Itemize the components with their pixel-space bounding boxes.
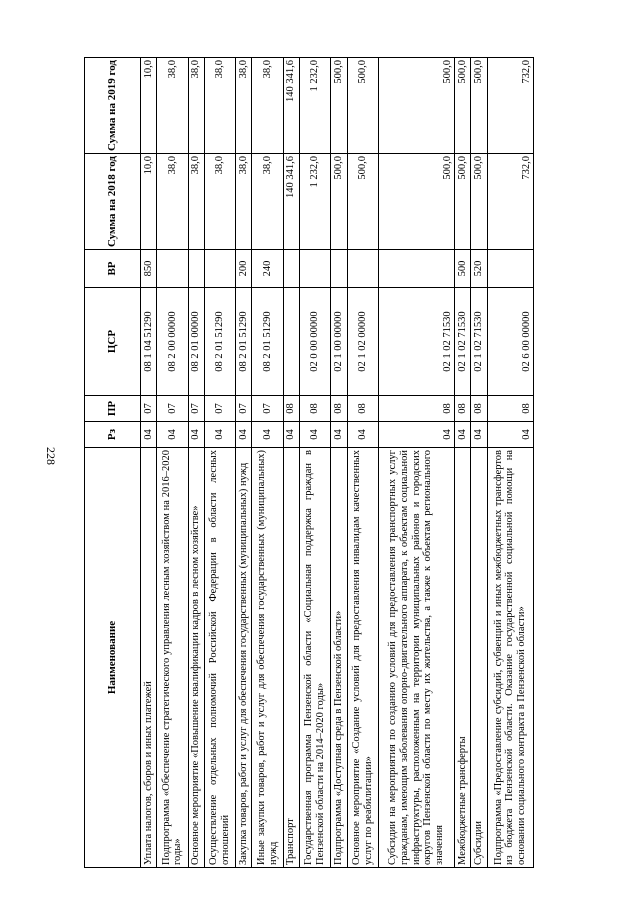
cell-name: Иные закупки товаров, работ и услуг для обеспечения государственных (муниципальных) нужд (252, 448, 283, 868)
cell-vr (347, 250, 378, 288)
cell-csr: 02 1 02 71530 (378, 288, 454, 396)
cell-sum-2018: 38,0 (157, 154, 188, 250)
cell-name: Осуществление отдельных полномочий Российской Федерации в области лесных отношений (204, 448, 235, 868)
cell-sum-2018: 500,0 (455, 154, 471, 250)
cell-name: Закупка товаров, работ и услуг для обеспечения государственных (муниципальных) нужд (236, 448, 252, 868)
cell-csr: 02 1 02 00000 (347, 288, 378, 396)
cell-vr (331, 250, 347, 288)
cell-pr: 08 (347, 396, 378, 422)
cell-sum-2019: 500,0 (378, 58, 454, 154)
cell-sum-2019: 38,0 (236, 58, 252, 154)
cell-vr (204, 250, 235, 288)
cell-sum-2018: 1 232,0 (299, 154, 330, 250)
cell-name: Субсидии (471, 448, 487, 868)
cell-vr: 520 (471, 250, 487, 288)
cell-vr (487, 250, 533, 288)
table-row (188, 58, 204, 868)
cell-sum-2018: 500,0 (378, 154, 454, 250)
cell-sum-2019: 38,0 (157, 58, 188, 154)
cell-vr (188, 250, 204, 288)
table-row (157, 58, 188, 868)
cell-csr: 02 0 00 00000 (299, 288, 330, 396)
cell-sum-2018: 500,0 (331, 154, 347, 250)
cell-sum-2018: 500,0 (347, 154, 378, 250)
cell-pr: 08 (471, 396, 487, 422)
cell-rz: 04 (236, 422, 252, 448)
cell-rz: 04 (471, 422, 487, 448)
table-row (331, 58, 347, 868)
cell-csr: 08 2 01 51290 (252, 288, 283, 396)
cell-vr (378, 250, 454, 288)
header-row (85, 58, 141, 868)
cell-sum-2018: 10,0 (141, 154, 157, 250)
cell-rz: 04 (141, 422, 157, 448)
cell-rz: 04 (299, 422, 330, 448)
cell-csr: 08 2 01 51290 (236, 288, 252, 396)
header-pr: ПР (85, 396, 141, 422)
cell-name: Субсидии на мероприятия по созданию условий для предоставления транспортных услуг гражданам, имеющим заболевания опорно-двигательного аппарата, к объектам социальной инфраструктуры, расположенным на территории муниципальных районов и городских округов Пензенской области по месту их жительства, а также к объектам регионального значения (378, 448, 454, 868)
cell-pr: 07 (141, 396, 157, 422)
cell-pr: 07 (236, 396, 252, 422)
cell-sum-2018: 38,0 (252, 154, 283, 250)
cell-pr: 07 (204, 396, 235, 422)
cell-sum-2019: 140 341,6 (283, 58, 299, 154)
header-sum-2018: Сумма на 2018 год (85, 154, 141, 250)
cell-vr: 240 (252, 250, 283, 288)
table-row (378, 58, 454, 868)
table-row (299, 58, 330, 868)
cell-name: Основное мероприятие «Создание условий для предоставления инвалидам качественных услуг по реабилитации» (347, 448, 378, 868)
cell-sum-2019: 38,0 (252, 58, 283, 154)
header-name: Наименование (85, 448, 141, 868)
cell-rz: 04 (487, 422, 533, 448)
cell-pr: 07 (157, 396, 188, 422)
page-number: 228 (44, 447, 58, 465)
cell-csr: 02 1 02 71530 (471, 288, 487, 396)
header-sum-2019: Сумма на 2019 год (85, 58, 141, 154)
cell-rz: 04 (252, 422, 283, 448)
cell-sum-2018: 38,0 (204, 154, 235, 250)
header-csr: ЦСР (85, 288, 141, 396)
table-row (283, 58, 299, 868)
cell-pr: 08 (455, 396, 471, 422)
cell-vr (299, 250, 330, 288)
cell-vr (283, 250, 299, 288)
cell-pr: 08 (299, 396, 330, 422)
table-row (236, 58, 252, 868)
cell-csr (283, 288, 299, 396)
cell-sum-2019: 732,0 (487, 58, 533, 154)
cell-vr: 500 (455, 250, 471, 288)
cell-sum-2018: 500,0 (471, 154, 487, 250)
cell-pr: 08 (487, 396, 533, 422)
cell-sum-2019: 10,0 (141, 58, 157, 154)
cell-sum-2019: 500,0 (331, 58, 347, 154)
cell-vr: 850 (141, 250, 157, 288)
cell-sum-2019: 1 232,0 (299, 58, 330, 154)
table-row (347, 58, 378, 868)
header-rz: Рз (85, 422, 141, 448)
budget-table (84, 57, 534, 868)
cell-sum-2018: 38,0 (236, 154, 252, 250)
cell-sum-2019: 500,0 (455, 58, 471, 154)
cell-name: Транспорт (283, 448, 299, 868)
cell-vr (157, 250, 188, 288)
cell-vr: 200 (236, 250, 252, 288)
table-row (204, 58, 235, 868)
cell-rz: 04 (188, 422, 204, 448)
cell-pr: 08 (378, 396, 454, 422)
table-row (471, 58, 487, 868)
cell-csr: 08 1 04 51290 (141, 288, 157, 396)
cell-csr: 08 2 01 00000 (188, 288, 204, 396)
cell-name: Уплата налогов, сборов и иных платежей (141, 448, 157, 868)
cell-pr: 07 (188, 396, 204, 422)
cell-name: Подпрограмма «Предоставление субсидий, субвенций и иных межбюджетных трансфертов из бюджета Пензенской области. Оказание государственной социальной помощи на основании социального контракта в Пензенской области» (487, 448, 533, 868)
cell-csr: 02 1 00 00000 (331, 288, 347, 396)
table-row (252, 58, 283, 868)
table-row (487, 58, 533, 868)
cell-name: Основное мероприятие «Повышение квалификации кадров в лесном хозяйстве» (188, 448, 204, 868)
cell-sum-2018: 732,0 (487, 154, 533, 250)
cell-csr: 02 1 02 71530 (455, 288, 471, 396)
cell-name: Подпрограмма «Доступная среда в Пензенской области» (331, 448, 347, 868)
cell-csr: 02 6 00 00000 (487, 288, 533, 396)
cell-sum-2018: 140 341,6 (283, 154, 299, 250)
cell-pr: 08 (283, 396, 299, 422)
cell-rz: 04 (455, 422, 471, 448)
cell-pr: 08 (331, 396, 347, 422)
cell-rz: 04 (204, 422, 235, 448)
cell-name: Подпрограмма «Обеспечение стратегического управления лесным хозяйством на 2016–2020 годы» (157, 448, 188, 868)
table-row (141, 58, 157, 868)
cell-pr: 07 (252, 396, 283, 422)
cell-name: Межбюджетные трансферты (455, 448, 471, 868)
cell-sum-2018: 38,0 (188, 154, 204, 250)
cell-rz: 04 (347, 422, 378, 448)
cell-rz: 04 (378, 422, 454, 448)
table-row (455, 58, 471, 868)
cell-sum-2019: 38,0 (204, 58, 235, 154)
cell-rz: 04 (283, 422, 299, 448)
cell-sum-2019: 500,0 (471, 58, 487, 154)
cell-name: Государственная программа Пензенской области «Социальная поддержка граждан в Пензенской области на 2014–2020 годы» (299, 448, 330, 868)
table-body (141, 58, 534, 868)
budget-table-container (84, 58, 534, 868)
cell-rz: 04 (157, 422, 188, 448)
cell-sum-2019: 500,0 (347, 58, 378, 154)
cell-csr: 08 2 01 51290 (204, 288, 235, 396)
cell-sum-2019: 38,0 (188, 58, 204, 154)
cell-csr: 08 2 00 00000 (157, 288, 188, 396)
header-vr: ВР (85, 250, 141, 288)
cell-rz: 04 (331, 422, 347, 448)
